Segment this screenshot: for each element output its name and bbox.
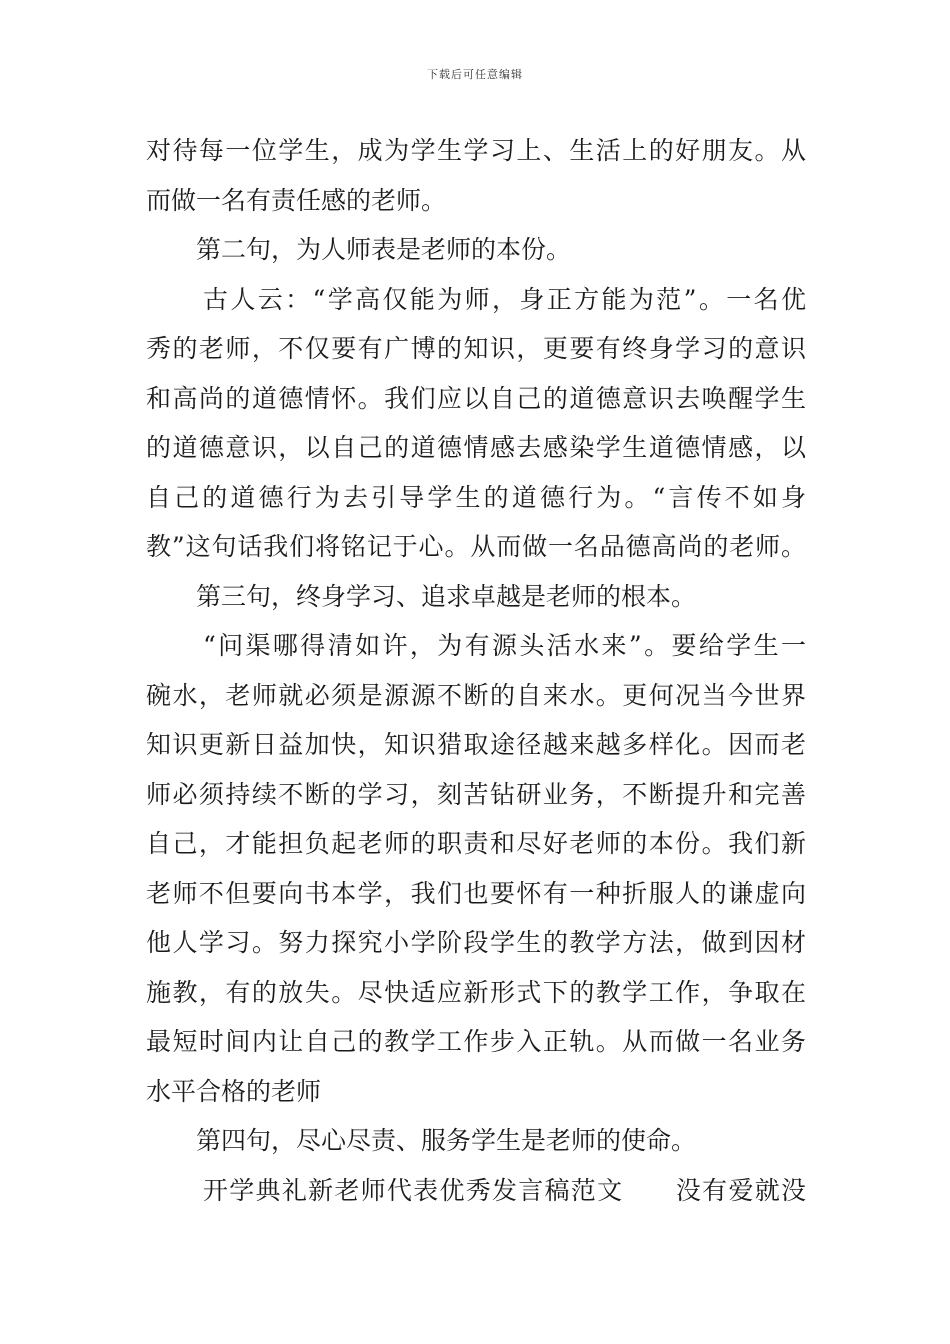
text-line: 秀的老师，不仅要有广博的知识，更要有终身学习的意识 xyxy=(146,334,806,363)
text-line: 最短时间内让自己的教学工作步入正轨。从而做一名业务 xyxy=(146,1027,806,1056)
text-line: 第二句，为人师表是老师的本份。 xyxy=(196,235,572,264)
text-line: 知识更新日益加快，知识猎取途径越来越多样化。因而老 xyxy=(146,730,806,759)
text-line: 和高尚的道德情怀。我们应以自己的道德意识去唤醒学生 xyxy=(146,383,806,413)
text-line: 自己，才能担负起老师的职责和尽好老师的本份。我们新 xyxy=(146,829,806,858)
text-line: 第三句，终身学习、追求卓越是老师的根本。 xyxy=(196,581,697,611)
text-line: 的道德意识，以自己的道德情感去感染学生道德情感，以 xyxy=(146,433,806,462)
text-line: “问渠哪得清如许，为有源头活水来”。要给学生一 xyxy=(203,631,806,660)
text-line: 师必须持续不断的学习，刻苦钻研业务，不断提升和完善 xyxy=(146,779,806,809)
text-line: 碗水，老师就必须是源源不断的自来水。更何况当今世界 xyxy=(146,680,806,710)
text-line: 自己的道德行为去引导学生的道德行为。“言传不如身 xyxy=(146,482,806,512)
text-line: 教”这句话我们将铭记于心。从而做一名品德高尚的老师。 xyxy=(146,532,806,561)
text-line: 水平合格的老师 xyxy=(146,1076,322,1106)
document-body xyxy=(146,126,806,1215)
text-line: 开学典礼新老师代表优秀发言稿范文 没有爱就没 xyxy=(203,1175,806,1205)
text-line: 第四句，尽心尽责、服务学生是老师的使命。 xyxy=(196,1126,697,1155)
text-line: 老师不但要向书本学，我们也要怀有一种折服人的谦虚向 xyxy=(146,878,806,908)
text-line: 古人云：“学高仅能为师，身正方能为范”。一名优 xyxy=(203,284,806,314)
text-line: 施教，有的放失。尽快适应新形式下的教学工作，争取在 xyxy=(146,977,806,1007)
text-line: 而做一名有责任感的老师。 xyxy=(146,185,447,215)
text-line: 对待每一位学生，成为学生学习上、生活上的好朋友。从 xyxy=(146,136,806,165)
text-line: 他人学习。努力探究小学阶段学生的教学方法，做到因材 xyxy=(146,928,806,957)
page-header: 下载后可任意编辑 xyxy=(427,68,523,81)
